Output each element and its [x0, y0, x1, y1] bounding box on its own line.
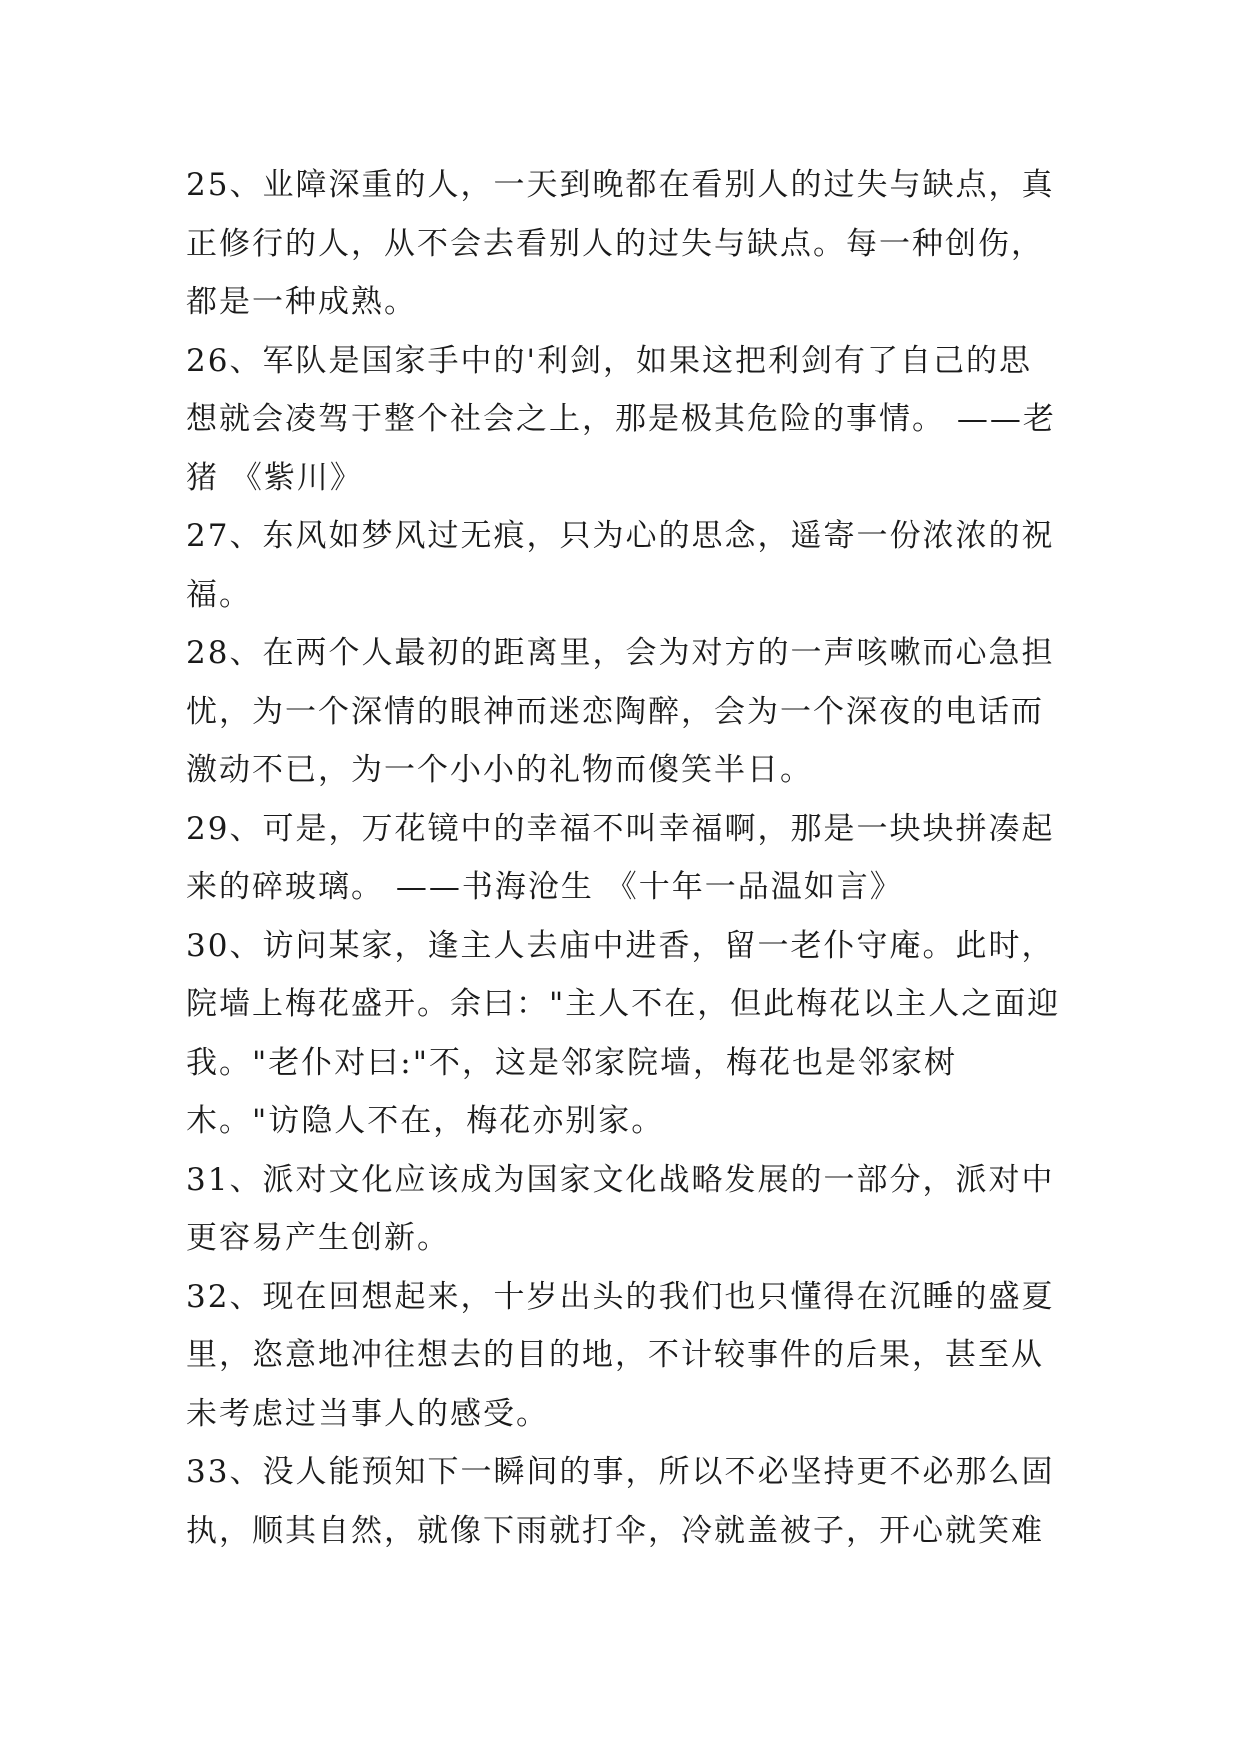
entry-29: 29、可是，万花镜中的幸福不叫幸福啊，那是一块块拼凑起来的碎玻璃。 ——书海沧生 《十年一品温如言》	[186, 810, 1055, 905]
entry-30: 30、访问某家，逢主人去庙中进香，留一老仆守庵。此时，院墙上梅花盛开。余曰："主人不在，但此梅花以主人之面迎我。"老仆对曰:"不，这是邻家院墙，梅花也是邻家树木。"访隐人不在，梅花亦别家。	[186, 927, 1061, 1139]
entry-26: 26、军队是国家手中的'利剑，如果这把利剑有了自己的思想就会凌驾于整个社会之上，那是极其危险的事情。 ——老猪 《紫川》	[186, 342, 1056, 496]
entry-33: 33、没人能预知下一瞬间的事，所以不必坚持更不必那么固执，顺其自然，就像下雨就打伞，冷就盖被子，开心就笑难	[186, 1454, 1055, 1549]
entry-32: 32、现在回想起来，十岁出头的我们也只懂得在沉睡的盛夏里，恣意地冲往想去的目的地，不计较事件的后果，甚至从未考虑过当事人的感受。	[186, 1278, 1055, 1432]
entry-27: 27、东风如梦风过无痕，只为心的思念，遥寄一份浓浓的祝福。	[186, 518, 1055, 613]
entry-25: 25、业障深重的人，一天到晚都在看别人的过失与缺点，真正修行的人，从不会去看别人的过失与缺点。每一种创伤，都是一种成熟。	[186, 167, 1055, 320]
entry-28: 28、在两个人最初的距离里，会为对方的一声咳嗽而心急担忧，为一个深情的眼神而迷恋陶醉，会为一个深夜的电话而激动不已，为一个小小的礼物而傻笑半日。	[186, 635, 1055, 788]
entry-31: 31、派对文化应该成为国家文化战略发展的一部分，派对中更容易产生创新。	[186, 1161, 1055, 1256]
